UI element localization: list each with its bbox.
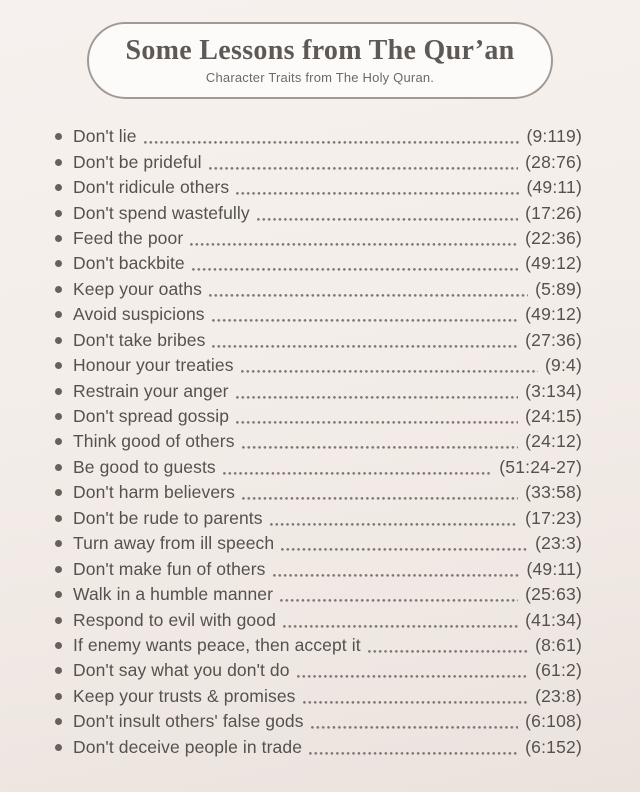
lesson-label: Think good of others: [73, 431, 235, 452]
bullet-icon: [55, 642, 62, 649]
verse-reference: (24:15): [525, 406, 582, 427]
list-item: [55, 328, 582, 353]
verse-reference: (3:134): [525, 380, 582, 401]
bullet-icon: [55, 235, 62, 242]
lesson-label: Don't spend wastefully: [73, 202, 250, 223]
dotted-leader: [236, 192, 519, 195]
lesson-label: Keep your trusts & promises: [73, 685, 296, 706]
lesson-label: Avoid suspicions: [73, 304, 205, 325]
list-item: [55, 633, 582, 658]
bullet-icon: [55, 489, 62, 496]
dotted-leader: [190, 243, 518, 246]
list-item: [55, 353, 582, 378]
lesson-label: Don't spread gossip: [73, 406, 230, 427]
list-item: [55, 658, 582, 683]
dotted-leader: [270, 523, 519, 526]
dotted-leader: [209, 294, 528, 297]
lesson-label: Be good to guests: [73, 456, 216, 477]
dotted-leader: [144, 141, 520, 144]
dotted-leader: [212, 345, 518, 348]
verse-reference: (49:11): [526, 558, 582, 579]
dotted-leader: [303, 701, 529, 704]
dotted-leader: [311, 726, 519, 729]
bullet-icon: [55, 362, 62, 369]
verse-reference: (9:119): [526, 126, 582, 147]
list-item: [55, 556, 582, 581]
lesson-label: Don't backbite: [73, 253, 185, 274]
lesson-label: Don't deceive people in trade: [73, 736, 303, 757]
dotted-leader: [273, 574, 520, 577]
lesson-label: Respond to evil with good: [73, 609, 276, 630]
dotted-leader: [257, 218, 518, 221]
bullet-icon: [55, 617, 62, 624]
dotted-leader: [223, 472, 492, 475]
lesson-label: Don't lie: [73, 126, 137, 147]
lesson-label: Feed the poor: [73, 227, 184, 248]
lesson-label: Turn away from ill speech: [73, 533, 275, 554]
dotted-leader: [283, 625, 518, 628]
list-item: [55, 506, 582, 531]
verse-reference: (17:26): [525, 202, 582, 223]
list-item: [55, 200, 582, 225]
list-item: [55, 124, 582, 149]
lesson-label: Don't insult others' false gods: [73, 711, 304, 732]
bullet-icon: [55, 591, 62, 598]
verse-reference: (51:24-27): [499, 456, 582, 477]
bullet-icon: [55, 464, 62, 471]
list-item: [55, 582, 582, 607]
dotted-leader: [192, 268, 518, 271]
list-item: [55, 709, 582, 734]
dotted-leader: [368, 650, 528, 653]
lesson-label: Don't be rude to parents: [73, 507, 263, 528]
title-badge: [87, 22, 553, 99]
bullet-icon: [55, 133, 62, 140]
verse-reference: (9:4): [545, 355, 582, 376]
verse-reference: (23:8): [535, 685, 582, 706]
verse-reference: (17:23): [525, 507, 582, 528]
list-item: [55, 175, 582, 200]
list-item: [55, 735, 582, 760]
dotted-leader: [212, 319, 519, 322]
page-title: Some Lessons from The Qur’an: [125, 35, 515, 67]
verse-reference: (22:36): [525, 227, 582, 248]
list-item: [55, 684, 582, 709]
lesson-label: Honour your treaties: [73, 355, 234, 376]
list-item: [55, 378, 582, 403]
verse-reference: (27:36): [525, 329, 582, 350]
bullet-icon: [55, 286, 62, 293]
bullet-icon: [55, 540, 62, 547]
dotted-leader: [236, 421, 518, 424]
list-item: [55, 531, 582, 556]
lesson-label: If enemy wants peace, then accept it: [73, 634, 361, 655]
bullet-icon: [55, 744, 62, 751]
list-item: [55, 455, 582, 480]
page-subtitle: Character Traits from The Holy Quran.: [205, 69, 435, 85]
dotted-leader: [236, 396, 519, 399]
bullet-icon: [55, 210, 62, 217]
list-item: [55, 480, 582, 505]
lesson-label: Don't say what you don't do: [73, 660, 290, 681]
dotted-leader: [242, 446, 519, 449]
bullet-icon: [55, 311, 62, 318]
bullet-icon: [55, 184, 62, 191]
dotted-leader: [297, 675, 528, 678]
lesson-label: Don't take bribes: [73, 329, 206, 350]
list-item: [55, 302, 582, 327]
verse-reference: (41:34): [525, 609, 582, 630]
verse-reference: (23:3): [535, 533, 582, 554]
dotted-leader: [209, 167, 519, 170]
list-item: [55, 226, 582, 251]
dotted-leader: [241, 370, 538, 373]
bullet-icon: [55, 693, 62, 700]
dotted-leader: [280, 599, 518, 602]
verse-reference: (8:61): [535, 634, 582, 655]
verse-reference: (25:63): [525, 584, 582, 605]
bullet-icon: [55, 438, 62, 445]
lesson-label: Don't harm believers: [73, 482, 235, 503]
lesson-label: Don't be prideful: [73, 151, 202, 172]
bullet-icon: [55, 566, 62, 573]
lesson-label: Keep your oaths: [73, 278, 202, 299]
lesson-label: Restrain your anger: [73, 380, 229, 401]
dotted-leader: [281, 548, 528, 551]
verse-reference: (6:152): [525, 736, 582, 757]
list-item: [55, 404, 582, 429]
bullet-icon: [55, 515, 62, 522]
lesson-label: Don't make fun of others: [73, 558, 266, 579]
bullet-icon: [55, 667, 62, 674]
dotted-leader: [242, 497, 518, 500]
list-item: [55, 149, 582, 174]
list-item: [55, 277, 582, 302]
lessons-list: [55, 124, 582, 760]
lesson-label: Walk in a humble manner: [73, 584, 274, 605]
list-item: [55, 251, 582, 276]
verse-reference: (24:12): [525, 431, 582, 452]
bullet-icon: [55, 413, 62, 420]
list-item: [55, 429, 582, 454]
verse-reference: (61:2): [535, 660, 582, 681]
verse-reference: (49:11): [526, 177, 582, 198]
verse-reference: (49:12): [525, 253, 582, 274]
verse-reference: (6:108): [525, 711, 582, 732]
bullet-icon: [55, 718, 62, 725]
list-item: [55, 607, 582, 632]
verse-reference: (5:89): [535, 278, 582, 299]
verse-reference: (33:58): [525, 482, 582, 503]
verse-reference: (49:12): [525, 304, 582, 325]
verse-reference: (28:76): [525, 151, 582, 172]
bullet-icon: [55, 260, 62, 267]
bullet-icon: [55, 337, 62, 344]
bullet-icon: [55, 388, 62, 395]
dotted-leader: [309, 752, 518, 755]
lesson-label: Don't ridicule others: [73, 177, 230, 198]
bullet-icon: [55, 159, 62, 166]
